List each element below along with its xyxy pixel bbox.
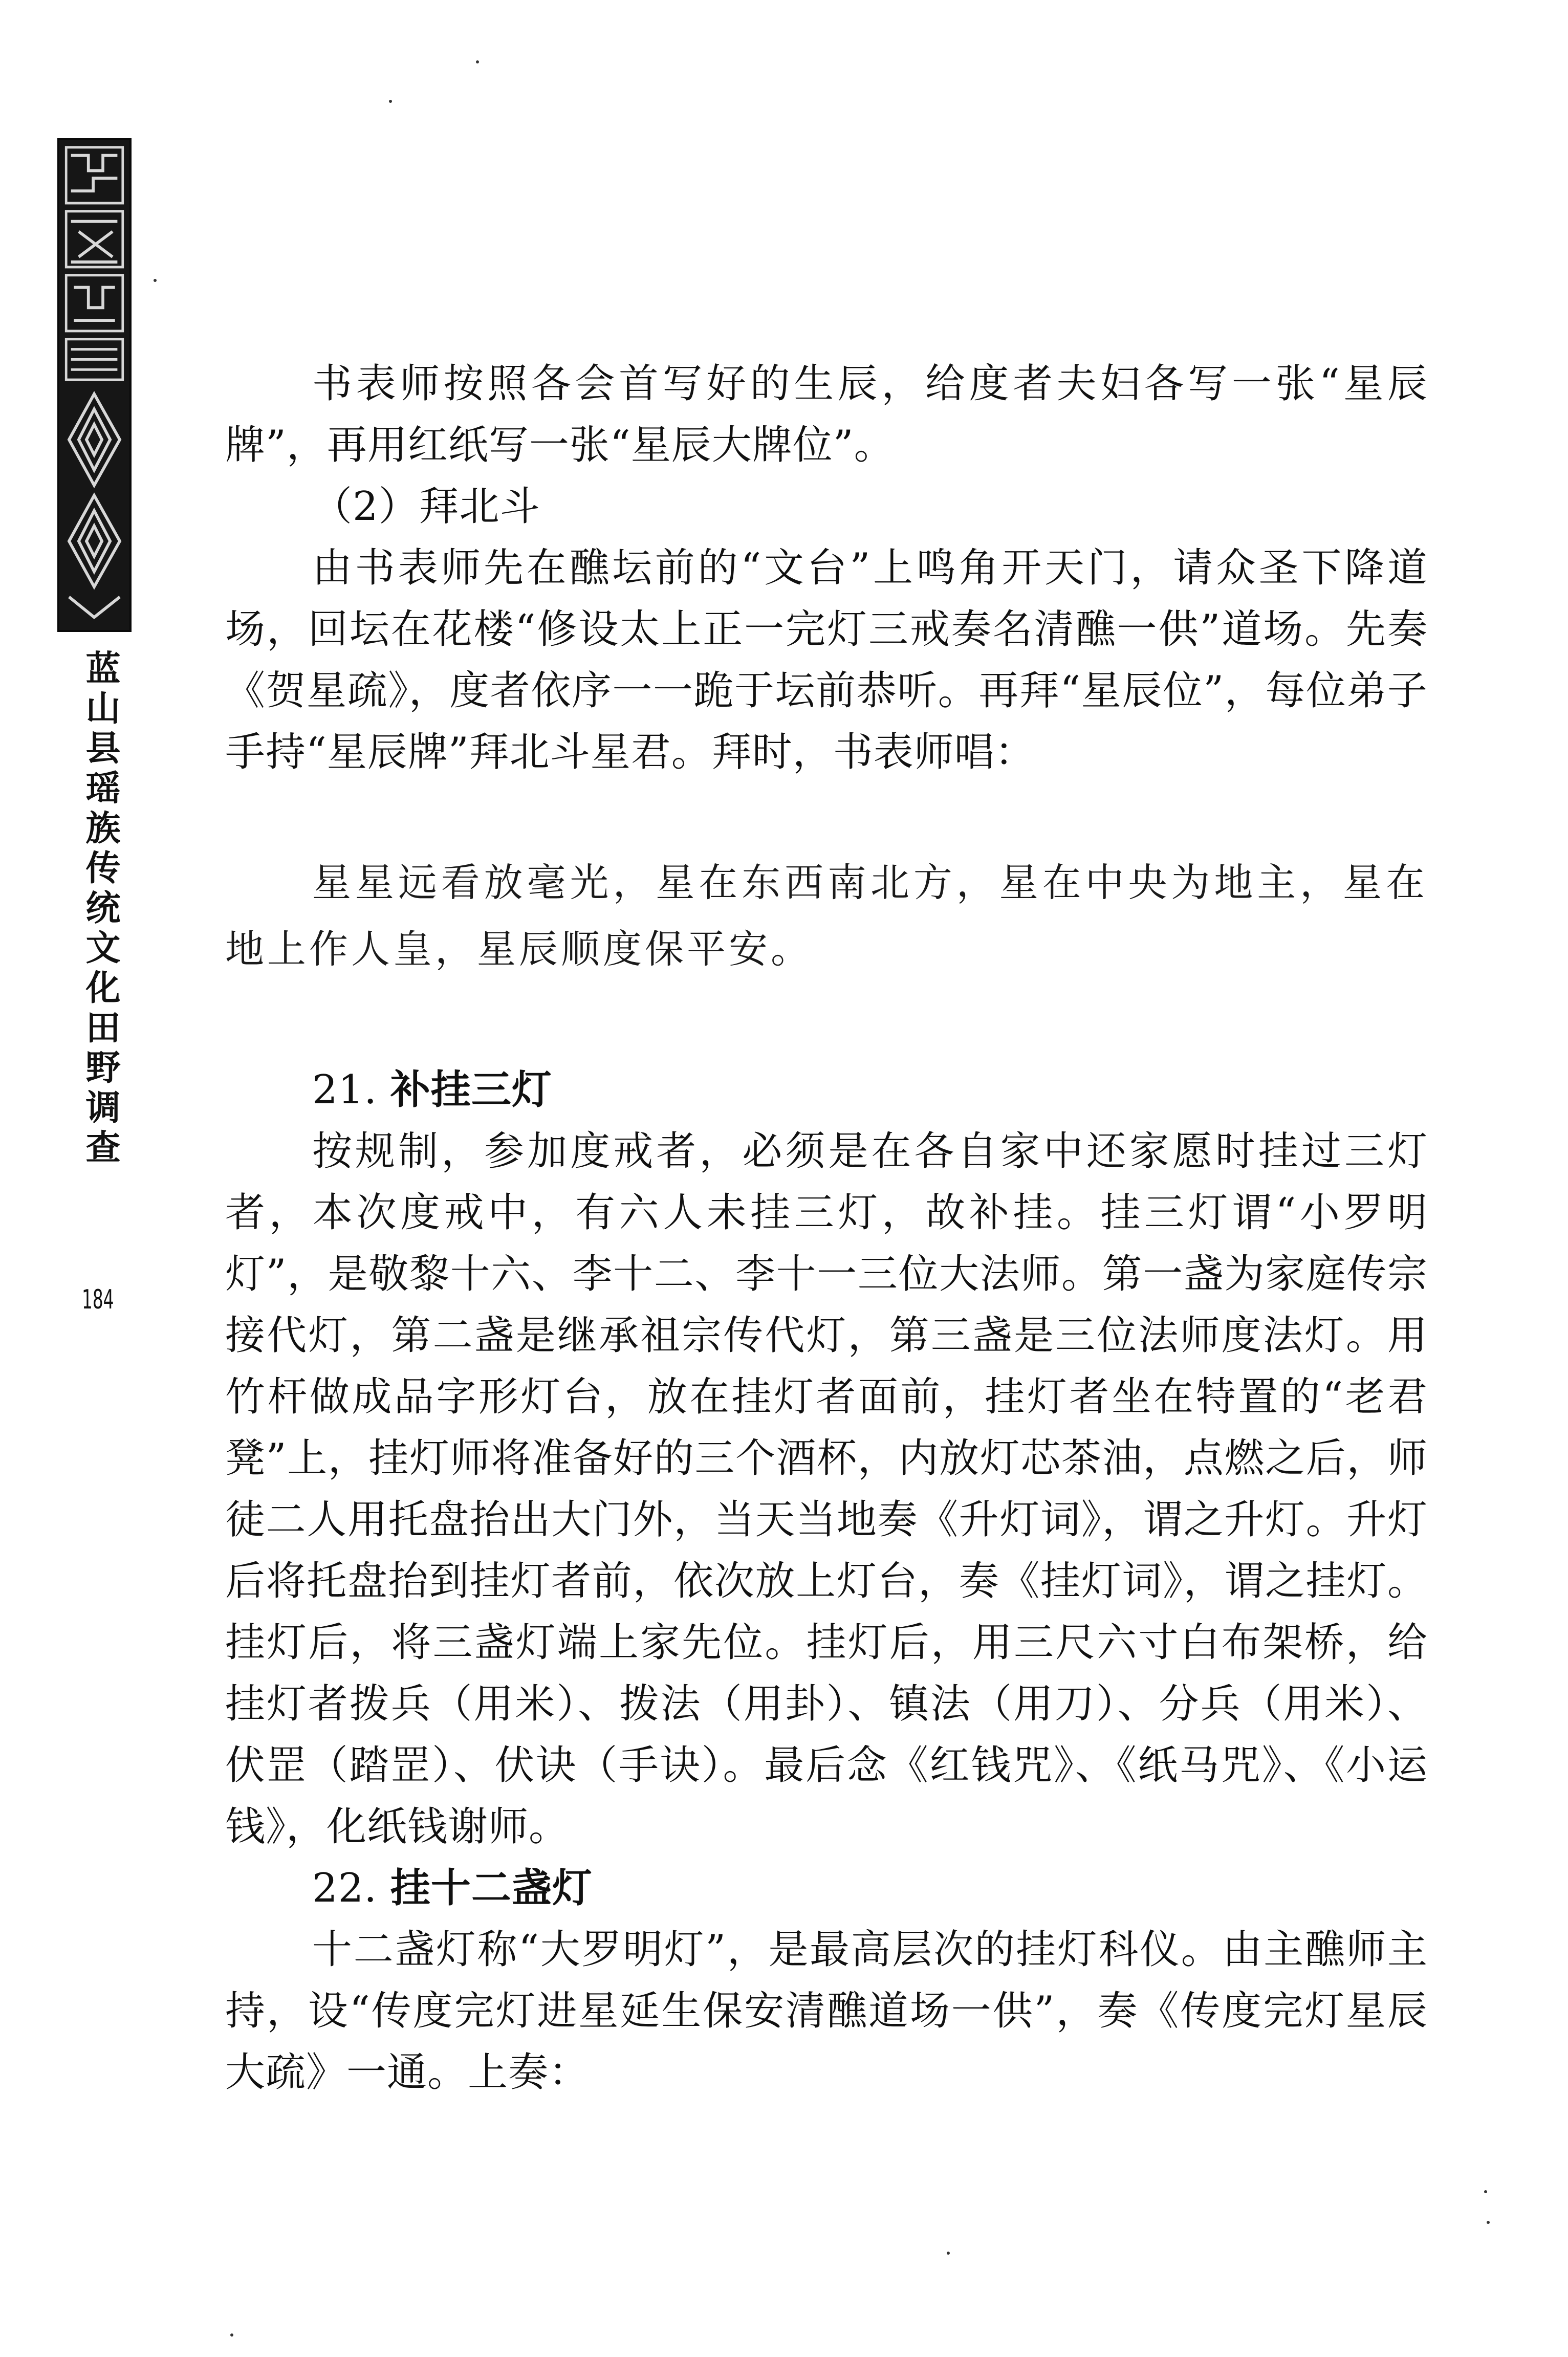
section-number: 22. bbox=[312, 1865, 378, 1911]
section-title: 补挂三灯 bbox=[390, 1067, 552, 1113]
ornament-pattern-icon bbox=[59, 140, 129, 630]
scan-speck bbox=[230, 2333, 233, 2337]
series-title: 蓝山县瑶族传统文化田野调查 bbox=[80, 650, 120, 1169]
paragraph: 由书表师先在醮坛前的“文台”上鸣角开天门，请众圣下降道场，回坛在花楼“修设太上正一完灯三戒奏名清醮一供”道场。先奏《贺星疏》，度者依序一一跪于坛前恭听。再拜“星辰位”，每位弟子手持“星辰牌”拜北斗星君。拜时，书表师唱： bbox=[225, 545, 1428, 775]
verse-text: 星星远看放毫光，星在东西南北方，星在中央为地主，星在地上作人皇，星辰顺度保平安。 bbox=[225, 860, 1428, 972]
scan-speck bbox=[389, 100, 392, 103]
page-number: 184 bbox=[82, 1284, 114, 1315]
main-text-column bbox=[225, 353, 1428, 2103]
verse-block bbox=[225, 849, 1428, 983]
section-title: 挂十二盏灯 bbox=[390, 1865, 593, 1911]
scan-speck bbox=[1487, 2221, 1490, 2224]
scan-speck bbox=[1484, 2190, 1487, 2193]
scan-speck bbox=[947, 2252, 950, 2255]
paragraph: 按规制，参加度戒者，必须是在各自家中还家愿时挂过三灯者，本次度戒中，有六人未挂三灯，故补挂。挂三灯谓“小罗明灯”，是敬黎十六、李十二、李十一三位大法师。第一盏为家庭传宗接代灯，第二盏是继承祖宗传代灯，第三盏是三位法师度法灯。用竹杆做成品字形灯台，放在挂灯者面前，挂灯者坐在特置的“老君凳”上，挂灯师将准备好的三个酒杯，内放灯芯茶油，点燃之后，师徒二人用托盘抬出大门外，当天当地奏《升灯词》，谓之升灯。升灯后将托盘抬到挂灯者前，依次放上灯台，奏《挂灯词》，谓之挂灯。挂灯后，将三盏灯端上家先位。挂灯后，用三尺六寸白布架桥，给挂灯者拨兵（用米）、拨法（用卦）、镇法（用刀）、分兵（用米）、伏罡（踏罡）、伏诀（手诀）。最后念《红钱咒》、《纸马咒》、《小运钱》，化纸钱谢师。 bbox=[225, 1128, 1428, 1850]
paragraph: 书表师按照各会首写好的生辰，给度者夫妇各写一张“星辰牌”，再用红纸写一张“星辰大牌位”。 bbox=[225, 361, 1428, 468]
subheading: （2）拜北斗 bbox=[312, 484, 540, 530]
paragraph: 十二盏灯称“大罗明灯”，是最高层次的挂灯科仪。由主醮师主持，设“传度完灯进星延生保安清醮道场一供”，奏《传度完灯星辰大疏》一通。上奏： bbox=[225, 1927, 1428, 2096]
section-heading-22 bbox=[225, 1858, 1428, 1919]
section-heading-21 bbox=[225, 1059, 1428, 1121]
section-number: 21. bbox=[312, 1067, 378, 1113]
scan-speck bbox=[154, 279, 157, 282]
decorative-ornament-strip bbox=[57, 138, 132, 632]
scan-speck bbox=[476, 60, 479, 63]
